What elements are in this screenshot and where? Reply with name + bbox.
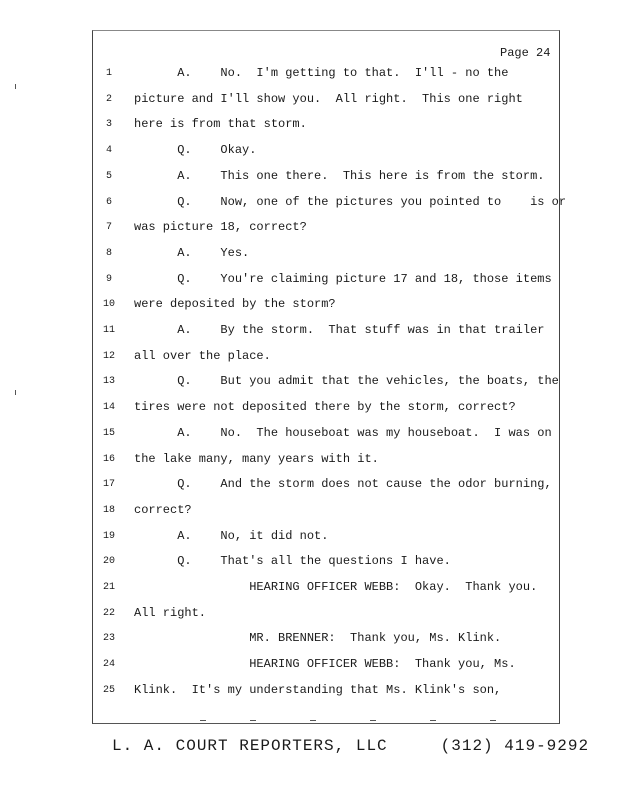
line-text: MR. BRENNER: Thank you, Ms. Klink. [134, 631, 502, 646]
transcript-line [0, 169, 618, 189]
footer-reporter: L. A. COURT REPORTERS, LLC (312) 419-9292 [112, 737, 590, 755]
line-text: Q. And the storm does not cause the odor burning, [134, 477, 552, 492]
transcript-line [0, 246, 618, 266]
line-text: here is from that storm. [134, 117, 307, 132]
line-text: Q. Okay. [134, 143, 257, 158]
transcript-line [0, 297, 618, 317]
line-text: A. By the storm. That stuff was in that trailer [134, 323, 545, 337]
line-text: All right. [134, 605, 207, 620]
line-number: 23 [102, 633, 115, 645]
scan-mark [250, 720, 256, 721]
line-number: 7 [105, 222, 112, 234]
transcript-line [0, 117, 618, 137]
transcript-line [0, 503, 618, 523]
line-number: 9 [105, 273, 112, 285]
transcript-line [0, 477, 618, 497]
line-number: 21 [102, 582, 115, 593]
transcript-line [0, 452, 618, 472]
line-number: 5 [105, 170, 112, 182]
line-text: were deposited by the storm? [134, 297, 336, 312]
transcript-line [0, 529, 618, 549]
transcript-line [0, 323, 618, 343]
line-number: 24 [102, 659, 115, 671]
transcript-line [0, 580, 618, 600]
line-number: 16 [102, 453, 115, 465]
line-text: Q. But you admit that the vehicles, the boats, the [134, 374, 559, 389]
line-number: 13 [102, 376, 115, 388]
line-text: was picture 18, correct? [134, 220, 307, 235]
line-number: 25 [102, 684, 115, 696]
line-number: 2 [105, 93, 112, 105]
transcript-line [0, 606, 618, 626]
line-text: tires were not deposited there by the storm, correct? [134, 400, 516, 415]
line-text: HEARING OFFICER WEBB: Thank you, Ms. [134, 657, 516, 672]
line-text: A. No, it did not. [134, 528, 329, 543]
scan-mark [490, 720, 496, 721]
line-text: picture and I'll show you. All right. This one right [134, 91, 523, 106]
line-number: 22 [102, 607, 115, 619]
line-text: the lake many, many years with it. [134, 451, 379, 466]
transcript-line [0, 400, 618, 420]
line-number: 17 [102, 479, 115, 491]
transcript-line [0, 554, 618, 574]
scan-mark [310, 720, 316, 721]
transcript-line [0, 683, 618, 703]
transcript-line [0, 272, 618, 292]
line-number: 11 [102, 325, 115, 336]
line-number: 10 [102, 299, 115, 311]
scan-mark [15, 390, 16, 395]
line-text: Q. You're claiming picture 17 and 18, those items [134, 271, 552, 286]
line-text: A. No. The houseboat was my houseboat. I was on [134, 425, 552, 440]
transcript-line [0, 143, 618, 163]
line-text: A. Yes. [134, 245, 250, 260]
line-text: Klink. It's my understanding that Ms. Klink's son, [134, 682, 502, 697]
line-text: Q. That's all the questions I have. [134, 554, 451, 569]
line-number: 14 [102, 402, 115, 414]
line-number: 15 [102, 427, 115, 439]
line-text: A. No. I'm getting to that. I'll - no the [134, 66, 509, 80]
transcript-line [0, 349, 618, 369]
transcript-line [0, 220, 618, 240]
line-text: correct? [134, 502, 192, 517]
transcript-line [0, 195, 618, 215]
line-number: 12 [102, 350, 115, 362]
line-number: 1 [105, 68, 112, 79]
transcript-line [0, 92, 618, 112]
line-text: HEARING OFFICER WEBB: Okay. Thank you. [134, 580, 538, 594]
transcript-line [0, 426, 618, 446]
scan-mark [430, 720, 436, 721]
line-number: 3 [105, 119, 112, 131]
line-number: 18 [102, 504, 115, 516]
line-number: 20 [102, 556, 115, 568]
transcript-line [0, 657, 618, 677]
line-text: all over the place. [134, 348, 271, 363]
transcript-line [0, 631, 618, 651]
scan-mark [200, 720, 206, 721]
line-number: 4 [105, 145, 112, 157]
scan-mark [15, 84, 16, 89]
line-number: 8 [105, 247, 112, 259]
line-text: Q. Now, one of the pictures you pointed to is or [134, 194, 567, 209]
line-number: 19 [102, 530, 115, 542]
scan-mark [370, 720, 376, 721]
page-number: Page 24 [500, 46, 551, 60]
transcript-line [0, 374, 618, 394]
transcript-line [0, 66, 618, 86]
line-text: A. This one there. This here is from the storm. [134, 168, 545, 183]
line-number: 6 [105, 196, 112, 208]
